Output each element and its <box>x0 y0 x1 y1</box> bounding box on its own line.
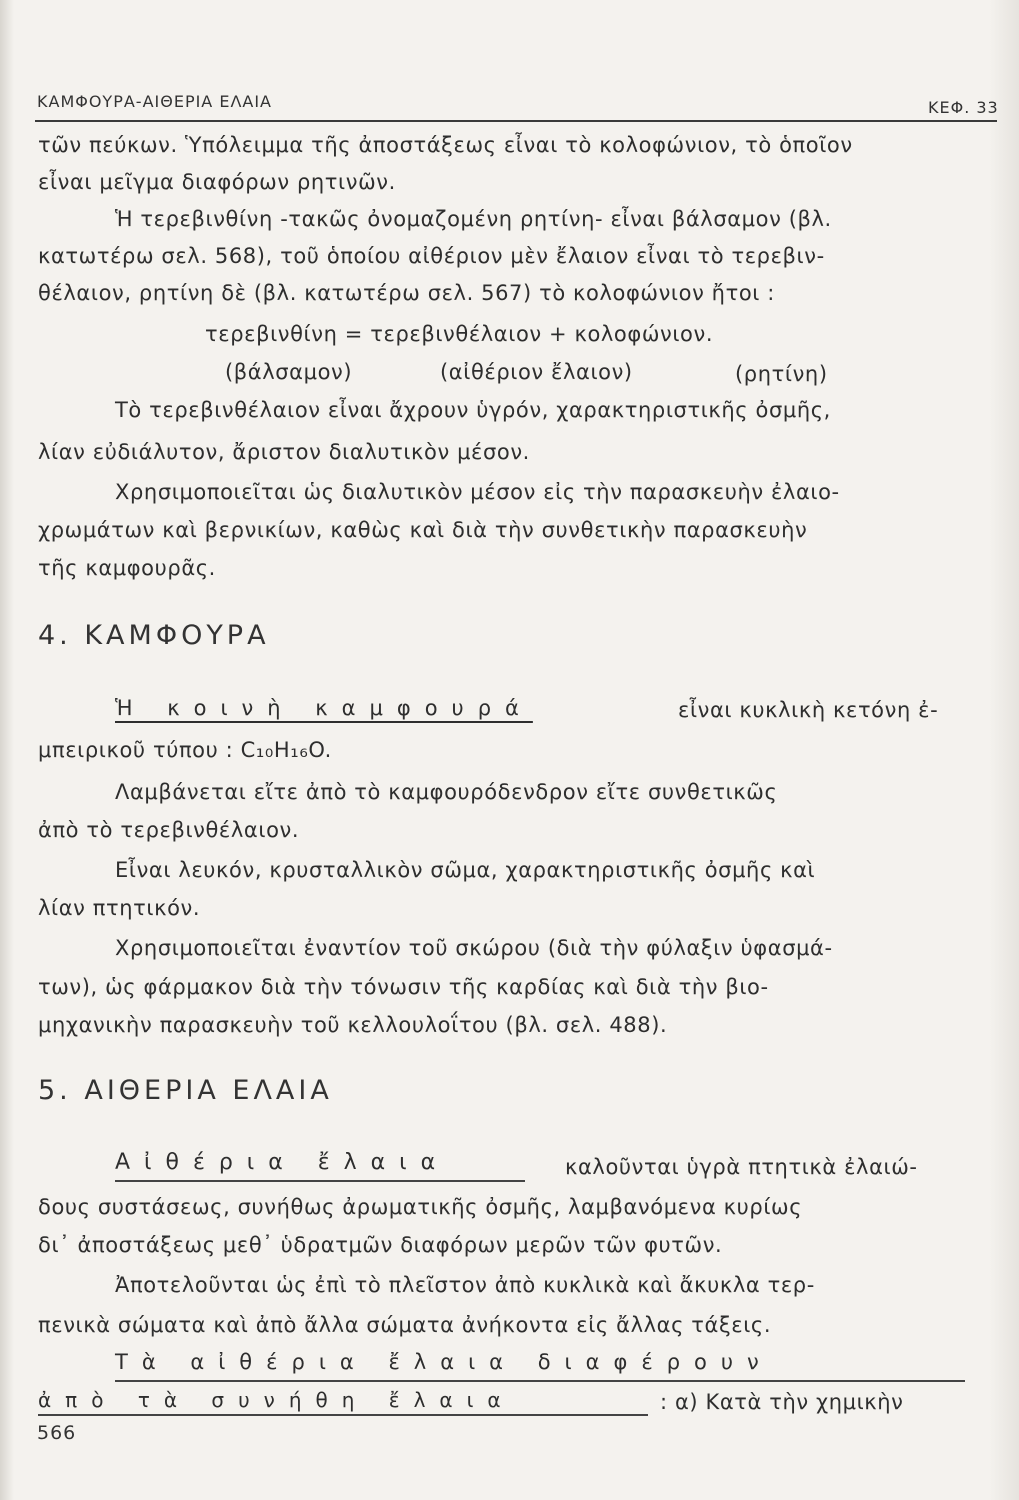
term-underlined: Ἡ κοινὴ καμφουρά <box>115 696 533 720</box>
equation-annotation: (αἰθέριον ἔλαιον) <box>440 360 633 384</box>
term-underline-rule <box>115 1180 525 1182</box>
equation-annotation: (ρητίνη) <box>735 362 828 386</box>
text-line: μηχανικὴν παρασκευὴν τοῦ κελλουλοΐτου (βλ. σελ. 488). <box>38 1013 668 1037</box>
text-line: τῆς καμφουρᾶς. <box>38 556 216 580</box>
text-line: δους συστάσεως, συνήθως ἀρωματικῆς ὀσμῆς, λαμβανόμενα κυρίως <box>38 1195 803 1219</box>
text-line: Χρησιμοποιεῖται ἐναντίον τοῦ σκώρου (διὰ τὴν φύλαξιν ὑφασμά- <box>115 936 833 960</box>
running-header-chapter: ΚΕΦ. 33 <box>928 98 999 117</box>
text-line: λίαν πτητικόν. <box>38 896 201 920</box>
term-underline-rule <box>38 1414 648 1416</box>
term-underlined: Τὰ αἰθέρια ἔλαια διαφέρουν <box>115 1350 773 1374</box>
term-underlined: ἀπὸ τὰ συνήθη ἔλαια <box>38 1388 515 1412</box>
text-line: εἶναι μεῖγμα διαφόρων ρητινῶν. <box>38 170 396 194</box>
text-line: Ἀποτελοῦνται ὡς ἐπὶ τὸ πλεῖστον ἀπὸ κυκλικὰ καὶ ἄκυκλα τερ- <box>115 1273 815 1297</box>
text-line: ἀπὸ τὸ τερεβινθέλαιον. <box>38 818 300 842</box>
term-underlined: Αἰθέρια ἔλαια <box>115 1150 450 1175</box>
text-line: των), ὡς φάρμακον διὰ τὴν τόνωσιν τῆς καρδίας καὶ διὰ τὴν βιο- <box>38 975 769 999</box>
equation-line: τερεβινθίνη = τερεβινθέλαιον + κολοφώνιον. <box>205 322 714 346</box>
text-line: θέλαιον, ρητίνη δὲ (βλ. κατωτέρω σελ. 567) τὸ κολοφώνιον ἤτοι : <box>38 281 775 305</box>
term-underline-rule <box>115 1380 965 1382</box>
text-line: Χρησιμοποιεῖται ὡς διαλυτικὸν μέσον εἰς τὴν παρασκευὴν ἐλαιο- <box>115 480 840 504</box>
text-line: δι᾽ ἀποστάξεως μεθ᾽ ὑδρατμῶν διαφόρων μερῶν τῶν φυτῶν. <box>38 1233 723 1257</box>
text-line: : α) Κατὰ τὴν χημικὴν <box>660 1390 904 1414</box>
header-rule <box>35 120 997 122</box>
text-line: καλοῦνται ὑγρὰ πτητικὰ ἐλαιώ- <box>565 1155 918 1179</box>
page-edge-shadow <box>0 0 14 1500</box>
running-header-title: ΚΑΜΦΟΥΡΑ-ΑΙΘΕΡΙΑ ΕΛΑΙΑ <box>37 92 272 111</box>
equation-annotation: (βάλσαμον) <box>225 360 353 384</box>
text-line: χρωμάτων καὶ βερνικίων, καθὼς καὶ διὰ τὴν συνθετικὴν παρασκευὴν <box>38 518 808 542</box>
text-line: λίαν εὐδιάλυτον, ἄριστον διαλυτικὸν μέσον. <box>38 440 530 464</box>
text-line: τῶν πεύκων. Ὑπόλειμμα τῆς ἀποστάξεως εἶναι τὸ κολοφώνιον, τὸ ὁποῖον <box>38 133 853 157</box>
page-right-shade <box>989 0 1019 1500</box>
text-line: Λαμβάνεται εἴτε ἀπὸ τὸ καμφουρόδενδρον εἴτε συνθετικῶς <box>115 780 778 804</box>
text-line: μπειρικοῦ τύπου : C₁₀H₁₆O. <box>38 738 332 762</box>
text-line: πενικὰ σώματα καὶ ἀπὸ ἄλλα σώματα ἀνήκοντα εἰς ἄλλας τάξεις. <box>38 1313 772 1337</box>
text-line: Τὸ τερεβινθέλαιον εἶναι ἄχρουν ὑγρόν, χαρακτηριστικῆς ὀσμῆς, <box>115 398 831 422</box>
text-line: Εἶναι λευκόν, κρυσταλλικὸν σῶμα, χαρακτηριστικῆς ὀσμῆς καὶ <box>115 858 816 882</box>
section-heading: 5. ΑΙΘΕΡΙΑ ΕΛΑΙΑ <box>38 1075 333 1106</box>
text-line: Ἡ τερεβινθίνη -τακῶς ὀνομαζομένη ρητίνη- εἶναι βάλσαμον (βλ. <box>115 207 832 231</box>
section-heading: 4. ΚΑΜΦΟΥΡΑ <box>38 620 270 651</box>
page-number: 566 <box>37 1422 77 1444</box>
text-line: κατωτέρω σελ. 568), τοῦ ὁποίου αἰθέριον μὲν ἔλαιον εἶναι τὸ τερεβιν- <box>38 244 825 268</box>
text-line: εἶναι κυκλικὴ κετόνη ἐ- <box>678 698 939 722</box>
